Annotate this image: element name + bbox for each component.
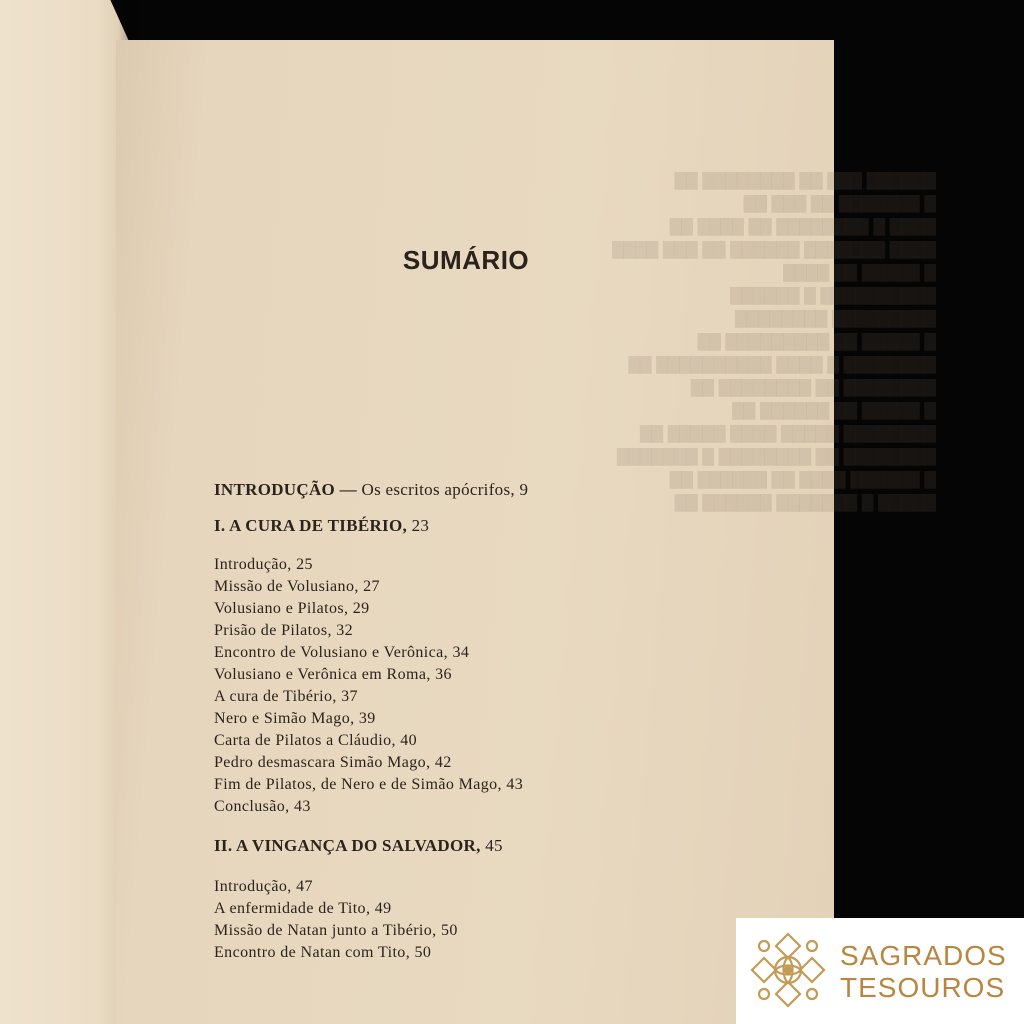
toc-section-1 (214, 516, 429, 536)
toc-entry: Fim de Pilatos, de Nero e de Simão Mago, 43 (214, 776, 524, 793)
toc-intro-label: INTRODUÇÃO (214, 480, 336, 499)
toc-entry: Missão de Natan junto a Tibério, 50 (214, 922, 458, 939)
toc-entry: A enfermidade de Tito, 49 (214, 900, 392, 917)
watermark-logo (736, 918, 1024, 1024)
toc-section-2-page: 45 (485, 836, 503, 855)
page-title: SUMÁRIO (402, 245, 530, 275)
bleed-through-text: ██████ ███ ██ ████████ ██ █ ███████ ██ ███ ██ ████ █ ████████ ██ ████ ██ ████ ███████ ██████ ██ ███ ████ █ █████ ██ ████ ██████████ █ ██████ █████████ ████████ █ █████ ██ █████████ ██ ████████ █ ████ ██████████ ██ ████████ ██ ████████ ██ █ █████ ██ ██████ ██ ████████ █████ ████ █████ ██ ████████ ██ ████████ █ ███████ █ ██████ ████ ██ ██████ ██ █████ █ ███████ ██████ ██ (612, 172, 936, 512)
toc-entry: Nero e Simão Mago, 39 (214, 710, 376, 727)
toc-introduction (214, 480, 528, 500)
toc-section-2 (214, 836, 503, 856)
logo-line-2: TESOUROS (840, 972, 1006, 1003)
toc-entry: Missão de Volusiano, 27 (214, 578, 380, 595)
ornament-icon (748, 930, 828, 1010)
toc-entry: Volusiano e Pilatos, 29 (214, 600, 370, 617)
toc-entry: Encontro de Natan com Tito, 50 (214, 944, 432, 961)
toc-section-1-label: I. A CURA DE TIBÉRIO, (214, 516, 408, 535)
toc-section-1-page: 23 (411, 516, 430, 535)
toc-section-2-label: II. A VINGANÇA DO SALVADOR, (214, 836, 481, 855)
toc-entry: Prisão de Pilatos, 32 (214, 622, 354, 639)
toc-entry: Volusiano e Verônica em Roma, 36 (214, 666, 452, 683)
toc-entry: Encontro de Volusiano e Verônica, 34 (214, 644, 470, 661)
toc-entry: Carta de Pilatos a Cláudio, 40 (214, 732, 418, 749)
logo-wordmark (840, 940, 1007, 1004)
toc-intro-page: 9 (519, 480, 529, 499)
toc-entry: Conclusão, 43 (214, 798, 311, 815)
toc-intro-dash: — (339, 480, 357, 499)
logo-line-1: SAGRADOS (840, 940, 1007, 971)
toc-intro-subtitle: Os escritos apócrifos, (361, 480, 515, 499)
toc-entry: A cura de Tibério, 37 (214, 688, 358, 705)
toc-entry: Introdução, 25 (214, 556, 313, 573)
toc-entry: Introdução, 47 (214, 878, 313, 895)
toc-entry: Pedro desmascara Simão Mago, 42 (214, 754, 452, 771)
